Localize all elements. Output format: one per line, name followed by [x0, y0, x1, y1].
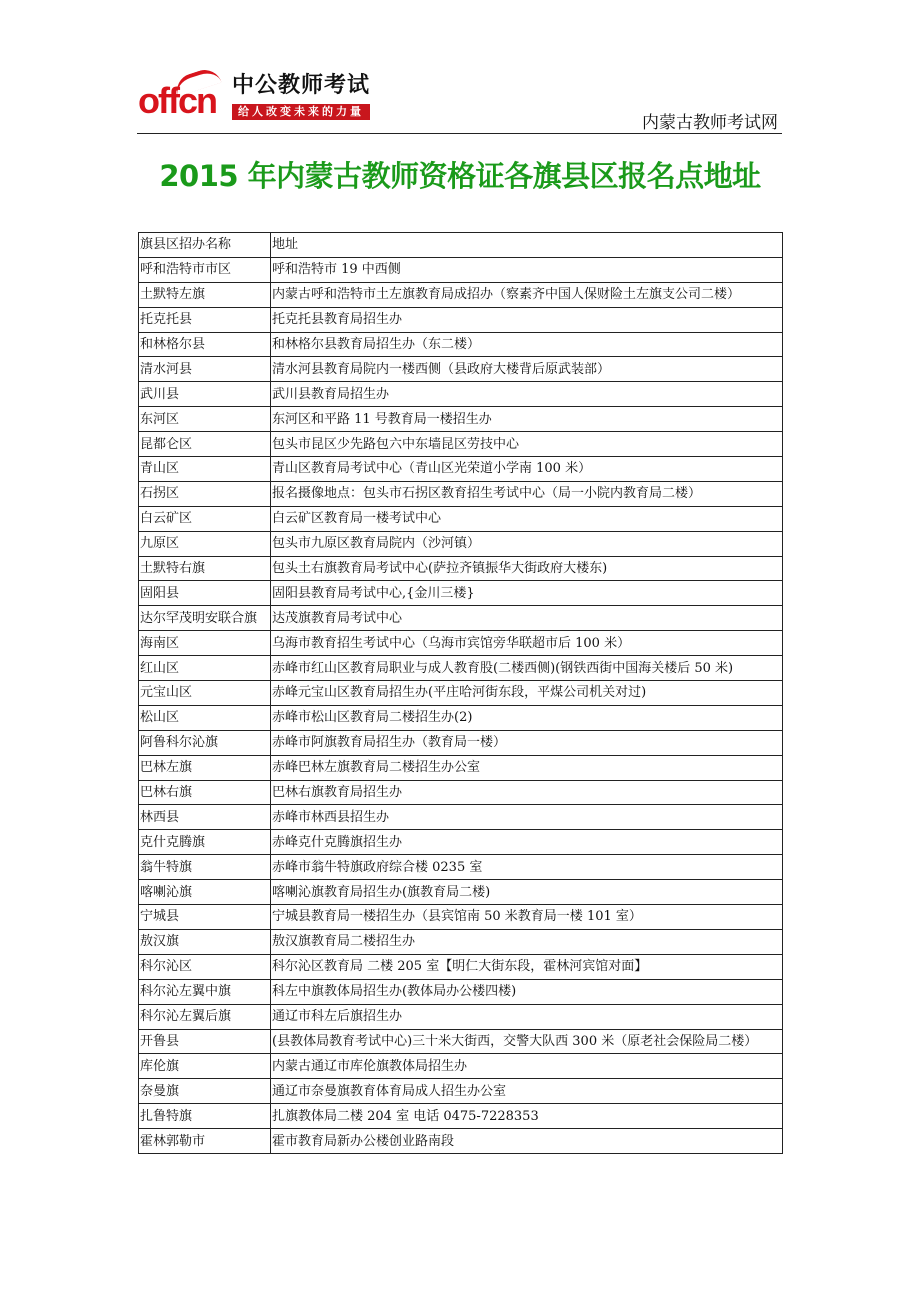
name-cell: 固阳县	[139, 581, 271, 606]
logo-slogan: 给人改变未来的力量	[232, 104, 370, 120]
address-cell: 赤峰市林西县招生办	[271, 805, 783, 830]
name-cell: 土默特右旗	[139, 556, 271, 581]
table-row	[139, 1104, 783, 1129]
address-cell: 内蒙古呼和浩特市土左旗教育局成招办（察素齐中国人保财险土左旗支公司二楼）	[271, 282, 783, 307]
table-row	[139, 506, 783, 531]
address-cell: 包头市九原区教育局院内（沙河镇）	[271, 531, 783, 556]
table-row	[139, 432, 783, 457]
address-cell: 通辽市科左后旗招生办	[271, 1004, 783, 1029]
table-row	[139, 681, 783, 706]
address-cell: 包头土右旗教育局考试中心(萨拉齐镇振华大街政府大楼东)	[271, 556, 783, 581]
name-cell: 土默特左旗	[139, 282, 271, 307]
logo-chinese-text: 中公教师考试	[232, 73, 371, 98]
name-cell: 东河区	[139, 407, 271, 432]
name-cell: 扎鲁特旗	[139, 1104, 271, 1129]
table-row	[139, 855, 783, 880]
address-cell: 内蒙古通辽市库伦旗教体局招生办	[271, 1054, 783, 1079]
address-cell: 通辽市奈曼旗教育体育局成人招生办公室	[271, 1079, 783, 1104]
table-row	[139, 382, 783, 407]
name-cell: 九原区	[139, 531, 271, 556]
table-row	[139, 1054, 783, 1079]
address-cell: 青山区教育局考试中心（青山区光荣道小学南 100 米）	[271, 457, 783, 482]
page-title: 2015 年内蒙古教师资格证各旗县区报名点地址	[159, 159, 761, 193]
name-cell: 石拐区	[139, 481, 271, 506]
address-cell: 敖汉旗教育局二楼招生办	[271, 929, 783, 954]
name-cell: 开鲁县	[139, 1029, 271, 1054]
name-cell: 达尔罕茂明安联合旗	[139, 606, 271, 631]
name-cell: 阿鲁科尔沁旗	[139, 730, 271, 755]
table-row	[139, 730, 783, 755]
address-cell: 赤峰市翁牛特旗政府综合楼 0235 室	[271, 855, 783, 880]
address-cell: 霍市教育局新办公楼创业路南段	[271, 1129, 783, 1154]
name-cell: 克什克腾旗	[139, 830, 271, 855]
table-row	[139, 755, 783, 780]
registration-sites-table	[138, 232, 783, 1154]
table-row	[139, 457, 783, 482]
name-cell: 霍林郭勒市	[139, 1129, 271, 1154]
name-cell: 敖汉旗	[139, 929, 271, 954]
name-cell: 呼和浩特市市区	[139, 257, 271, 282]
header-cell-address: 地址	[271, 233, 783, 258]
table-row	[139, 631, 783, 656]
address-cell: 赤峰巴林左旗教育局二楼招生办公室	[271, 755, 783, 780]
table-row	[139, 830, 783, 855]
site-name: 内蒙古教师考试网	[642, 113, 778, 133]
address-cell: 喀喇沁旗教育局招生办(旗教育局二楼)	[271, 880, 783, 905]
name-cell: 武川县	[139, 382, 271, 407]
table-row	[139, 481, 783, 506]
address-cell: 赤峰市红山区教育局职业与成人教育股(二楼西侧)(钢铁西街中国海关楼后 50 米)	[271, 656, 783, 681]
address-cell: 武川县教育局招生办	[271, 382, 783, 407]
table-row	[139, 1004, 783, 1029]
name-cell: 翁牛特旗	[139, 855, 271, 880]
table-row	[139, 1029, 783, 1054]
table-row	[139, 880, 783, 905]
name-cell: 科尔沁区	[139, 954, 271, 979]
name-cell: 昆都仑区	[139, 432, 271, 457]
address-cell: 科左中旗教体局招生办(教体局办公楼四楼)	[271, 979, 783, 1004]
name-cell: 巴林右旗	[139, 780, 271, 805]
address-cell: 宁城县教育局一楼招生办（县宾馆南 50 米教育局一楼 101 室）	[271, 905, 783, 930]
address-cell: 清水河县教育局院内一楼西侧（县政府大楼背后原武装部）	[271, 357, 783, 382]
address-cell: 和林格尔县教育局招生办（东二楼）	[271, 332, 783, 357]
address-cell: 包头市昆区少先路包六中东墙昆区劳技中心	[271, 432, 783, 457]
table-row	[139, 929, 783, 954]
name-cell: 巴林左旗	[139, 755, 271, 780]
table-row	[139, 705, 783, 730]
table-row	[139, 407, 783, 432]
offcn-logo	[138, 68, 388, 128]
table-row	[139, 905, 783, 930]
header-cell-name: 旗县区招办名称	[139, 233, 271, 258]
table-row	[139, 282, 783, 307]
name-cell: 红山区	[139, 656, 271, 681]
name-cell: 白云矿区	[139, 506, 271, 531]
name-cell: 松山区	[139, 705, 271, 730]
address-cell: 赤峰市阿旗教育局招生办（教育局一楼）	[271, 730, 783, 755]
table-row	[139, 1129, 783, 1154]
address-cell: 科尔沁区教育局 二楼 205 室【明仁大街东段，霍林河宾馆对面】	[271, 954, 783, 979]
name-cell: 宁城县	[139, 905, 271, 930]
address-cell: 呼和浩特市 19 中西侧	[271, 257, 783, 282]
table-row	[139, 656, 783, 681]
address-cell: 赤峰市松山区教育局二楼招生办(2)	[271, 705, 783, 730]
table-row	[139, 332, 783, 357]
table-row	[139, 606, 783, 631]
name-cell: 海南区	[139, 631, 271, 656]
name-cell: 和林格尔县	[139, 332, 271, 357]
table-row	[139, 581, 783, 606]
name-cell: 元宝山区	[139, 681, 271, 706]
address-cell: 赤峰元宝山区教育局招生办(平庄哈河街东段，平煤公司机关对过)	[271, 681, 783, 706]
table-row	[139, 357, 783, 382]
table-row	[139, 556, 783, 581]
address-cell: 乌海市教育招生考试中心（乌海市宾馆旁华联超市后 100 米）	[271, 631, 783, 656]
table-row	[139, 257, 783, 282]
table-row	[139, 307, 783, 332]
address-cell: 赤峰克什克腾旗招生办	[271, 830, 783, 855]
table-row	[139, 979, 783, 1004]
name-cell: 林西县	[139, 805, 271, 830]
table-row	[139, 954, 783, 979]
name-cell: 青山区	[139, 457, 271, 482]
address-cell: 托克托县教育局招生办	[271, 307, 783, 332]
table-row	[139, 780, 783, 805]
address-cell: 报名摄像地点：包头市石拐区教育招生考试中心（局一小院内教育局二楼）	[271, 481, 783, 506]
name-cell: 奈曼旗	[139, 1079, 271, 1104]
address-cell: 扎旗教体局二楼 204 室 电话 0475-7228353	[271, 1104, 783, 1129]
address-cell: 白云矿区教育局一楼考试中心	[271, 506, 783, 531]
table-row	[139, 805, 783, 830]
name-cell: 喀喇沁旗	[139, 880, 271, 905]
table-row	[139, 531, 783, 556]
address-cell: 东河区和平路 11 号教育局一楼招生办	[271, 407, 783, 432]
address-cell: 固阳县教育局考试中心,{金川三楼}	[271, 581, 783, 606]
address-cell: 巴林右旗教育局招生办	[271, 780, 783, 805]
header-divider	[137, 133, 782, 134]
address-cell: (县教体局教育考试中心)三十米大街西，交警大队西 300 米（原老社会保险局二楼）	[271, 1029, 783, 1054]
name-cell: 库伦旗	[139, 1054, 271, 1079]
table-header-row	[139, 233, 783, 258]
logo-latin-text: offcn	[138, 80, 216, 121]
name-cell: 托克托县	[139, 307, 271, 332]
name-cell: 科尔沁左翼中旗	[139, 979, 271, 1004]
name-cell: 清水河县	[139, 357, 271, 382]
name-cell: 科尔沁左翼后旗	[139, 1004, 271, 1029]
address-cell: 达茂旗教育局考试中心	[271, 606, 783, 631]
table-row	[139, 1079, 783, 1104]
